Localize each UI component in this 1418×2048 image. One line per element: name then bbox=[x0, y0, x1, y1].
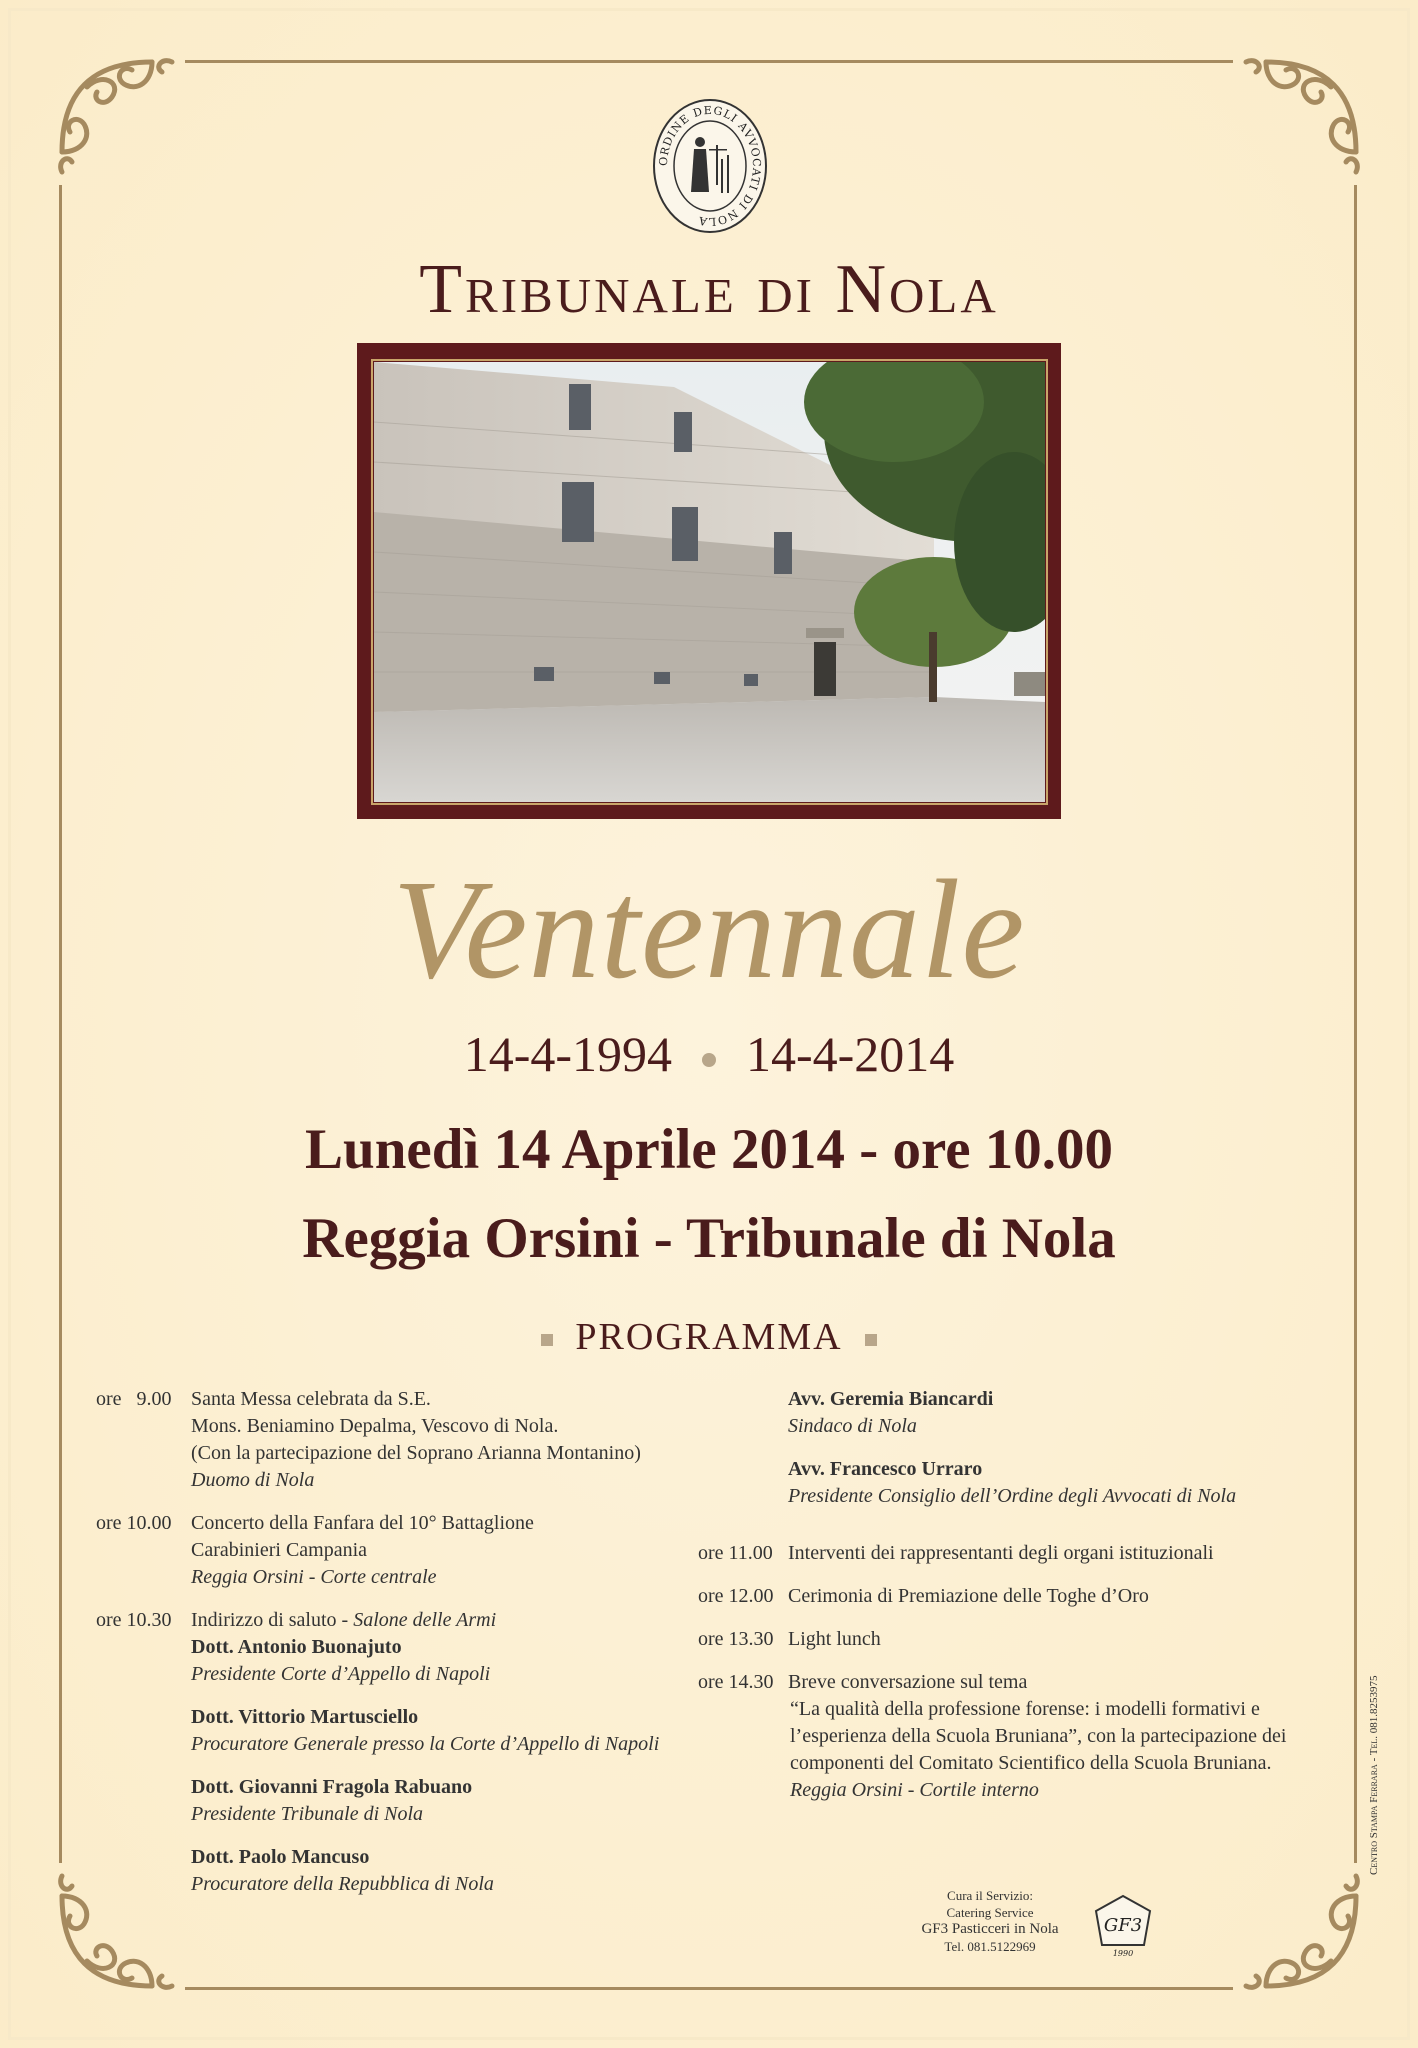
program-note: Presidente Corte d’Appello di Napoli bbox=[191, 1663, 491, 1685]
bar-association-seal bbox=[651, 97, 769, 235]
print-credit: Centro Stampa Ferrara - Tel. 081.8253975 bbox=[1368, 1675, 1380, 1875]
program-text: componenti del Comitato Scientifico della Scuola Bruniana. bbox=[790, 1752, 1272, 1774]
programma-heading bbox=[0, 1315, 1418, 1359]
event-location: Reggia Orsini - Tribunale di Nola bbox=[302, 1207, 1116, 1270]
program-note: Presidente Tribunale di Nola bbox=[191, 1803, 424, 1825]
speaker-name: Avv. Francesco Urraro bbox=[788, 1458, 983, 1480]
program-time: ore 14.30 bbox=[698, 1671, 774, 1693]
catering-line-3: GF3 Pasticceri in Nola bbox=[921, 1921, 1059, 1937]
program-note: Presidente Consiglio dell’Ordine degli Avvocati di Nola bbox=[788, 1485, 1237, 1507]
program-text: Cerimonia di Premiazione delle Toghe d’Oro bbox=[788, 1585, 1149, 1607]
photo-inner-rule bbox=[371, 359, 1048, 805]
program-text: Mons. Beniamino Depalma, Vescovo di Nola. bbox=[191, 1415, 559, 1437]
program-note: Reggia Orsini - Cortile interno bbox=[790, 1779, 1039, 1801]
date-end: 14-4-2014 bbox=[746, 1026, 955, 1082]
program-time: ore 10.30 bbox=[96, 1609, 172, 1631]
program-text: “La qualità della professione forense: i modelli formativi e bbox=[790, 1698, 1260, 1720]
program-text: Carabinieri Campania bbox=[191, 1539, 368, 1561]
catering-line-2: Catering Service bbox=[946, 1905, 1034, 1920]
corner-ornament-top-left bbox=[42, 42, 192, 192]
program-text: Breve conversazione sul tema bbox=[788, 1671, 1028, 1693]
program-time: ore 11.00 bbox=[698, 1542, 773, 1564]
gf3-logo-text: GF3 bbox=[1103, 1915, 1143, 1936]
speaker-name: Dott. Vittorio Martusciello bbox=[191, 1706, 419, 1728]
catering-line-1: Cura il Servizio: bbox=[947, 1888, 1033, 1903]
catering-credit bbox=[915, 1887, 1065, 1955]
square-bullet bbox=[865, 1334, 877, 1346]
program-time: ore 13.30 bbox=[698, 1628, 774, 1650]
speaker-name: Dott. Antonio Buonajuto bbox=[191, 1636, 402, 1658]
program-text: (Con la partecipazione del Soprano Arianna Montanino) bbox=[191, 1442, 641, 1464]
program-text: Interventi dei rappresentanti degli organi istituzionali bbox=[788, 1542, 1214, 1564]
program-time: ore 10.00 bbox=[96, 1512, 172, 1534]
catering-line-4: Tel. 081.5122969 bbox=[944, 1939, 1036, 1954]
right-border-line bbox=[1354, 185, 1357, 1863]
page-title: Tribunale di Nola bbox=[419, 251, 999, 328]
corner-ornament-bottom-right bbox=[1226, 1856, 1376, 2006]
program-text: l’esperienza della Scuola Bruniana”, con la partecipazione dei bbox=[790, 1725, 1287, 1747]
speaker-name: Dott. Paolo Mancuso bbox=[191, 1846, 370, 1868]
programma-title: PROGRAMMA bbox=[575, 1316, 843, 1358]
speaker-name: Dott. Giovanni Fragola Rabuano bbox=[191, 1776, 473, 1798]
corner-ornament-top-right bbox=[1226, 42, 1376, 192]
svg-text:ORDINE DEGLI AVVOCATI DI NOLA: ORDINE DEGLI AVVOCATI DI NOLA bbox=[656, 103, 764, 229]
corner-ornament-bottom-left bbox=[42, 1856, 192, 2006]
bottom-border-line bbox=[185, 1987, 1233, 1990]
program-note: Reggia Orsini - Corte centrale bbox=[191, 1566, 437, 1588]
gf3-logo bbox=[1092, 1893, 1154, 1959]
event-date-time: Lunedì 14 Aprile 2014 - ore 10.00 bbox=[304, 1118, 1114, 1181]
gf3-logo-year: 1990 bbox=[1112, 1949, 1134, 1958]
anniversary-dates bbox=[0, 1025, 1418, 1083]
program-time: ore 12.00 bbox=[698, 1585, 774, 1607]
program-note: Procuratore Generale presso la Corte d’Appello di Napoli bbox=[191, 1733, 660, 1755]
program-note: Sindaco di Nola bbox=[788, 1415, 917, 1437]
square-bullet bbox=[541, 1334, 553, 1346]
speaker-name: Avv. Geremia Biancardi bbox=[788, 1388, 994, 1410]
event-name: Ventennale bbox=[392, 850, 1026, 1008]
bullet-dot bbox=[702, 1053, 716, 1067]
program-note: Duomo di Nola bbox=[191, 1469, 315, 1491]
program-text: Concerto della Fanfara del 10° Battaglione bbox=[191, 1512, 534, 1534]
top-border-line bbox=[185, 60, 1233, 63]
program-text: Santa Messa celebrata da S.E. bbox=[191, 1388, 431, 1410]
program-text: Indirizzo di saluto - Salone delle Armi bbox=[191, 1609, 497, 1631]
program-time: ore 9.00 bbox=[96, 1388, 172, 1410]
venue-note: Salone delle Armi bbox=[353, 1609, 497, 1631]
left-border-line bbox=[59, 185, 62, 1863]
program-text: Light lunch bbox=[788, 1628, 881, 1650]
date-start: 14-4-1994 bbox=[463, 1026, 672, 1082]
program-note: Procuratore della Repubblica di Nola bbox=[191, 1873, 494, 1895]
